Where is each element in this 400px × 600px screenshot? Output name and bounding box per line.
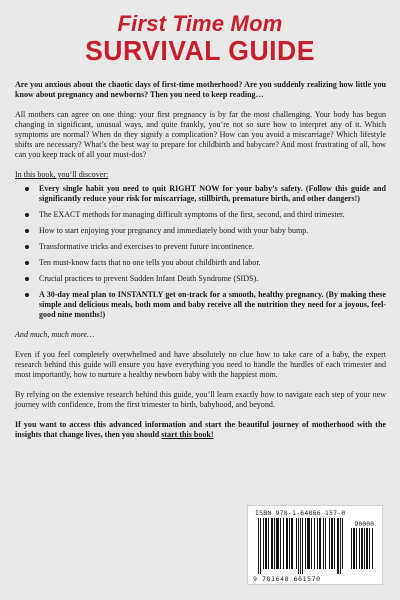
price-code: 90000	[354, 520, 374, 528]
barcode-bar	[361, 528, 363, 569]
barcode-bar	[342, 518, 343, 569]
barcode-bar	[274, 518, 275, 569]
barcode-bar	[268, 518, 269, 569]
barcode-bar	[369, 528, 370, 569]
feature-text: Every single habit you need to quit RIGHT NOW for your baby’s safety. (Follow this guide and significantly reduce your risk for miscarriage, stillbirth, premature birth, and other dangers!)	[39, 184, 386, 203]
barcode-bar	[280, 518, 281, 569]
feature-item	[25, 226, 386, 236]
feature-item	[25, 274, 386, 284]
barcode-bar	[305, 518, 306, 569]
barcode-bar	[337, 518, 339, 574]
barcode-bar	[291, 518, 293, 569]
cta-text: If you want to access this advanced information and start the beautiful journey of motherhood with the insights that change lives, then you should	[15, 420, 386, 439]
barcode-bar	[334, 518, 335, 569]
feature-text: Ten must-know facts that no one tells you about childbirth and labor.	[39, 258, 261, 267]
bullet-icon	[25, 245, 29, 249]
feature-text: A 30-day meal plan to INSTANTLY get on-track for a smooth, healthy pregnancy. (By making these simple and delicious meals, both mom and baby receive all the nutrition they need for a joyous, feel-good nine months!)	[39, 290, 386, 319]
barcode-bar	[353, 528, 355, 569]
barcode-bar	[372, 528, 373, 569]
barcode-bar	[298, 518, 299, 574]
call-to-action	[15, 420, 386, 440]
feature-text: Transformative tricks and exercises to prevent future incontinence.	[39, 242, 255, 251]
barcode-digits: 9 781648 661570	[253, 575, 321, 583]
feature-item	[25, 210, 386, 220]
bullet-icon	[25, 213, 29, 217]
feature-item	[25, 290, 386, 320]
barcode-bar	[260, 518, 261, 574]
barcode-bar	[364, 528, 365, 569]
feature-item	[25, 184, 386, 204]
barcode-bar	[286, 518, 288, 569]
bullet-icon	[25, 277, 29, 281]
feature-text: Crucial practices to prevent Sudden Infant Death Syndrome (SIDS).	[39, 274, 259, 283]
barcode-bar	[325, 518, 326, 569]
barcode-bar	[307, 518, 310, 569]
and-more: And much, much more…	[15, 330, 95, 339]
bullet-icon	[25, 187, 29, 191]
list-lead: In this book, you’ll discover:	[15, 170, 109, 179]
barcode-bar	[314, 518, 315, 569]
feature-text: The EXACT methods for managing difficult symptoms of the first, second, and third trimester.	[39, 210, 345, 219]
barcode-bar	[311, 518, 312, 569]
body-paragraph-3: By relying on the extensive research behind this guide, you’ll learn exactly how to navigate each step of your new journey with confidence, from the first trimester to birth, babyhood, and beyond.	[15, 390, 386, 409]
barcode-bar	[323, 518, 324, 569]
barcode-bar	[329, 518, 330, 569]
barcode-bar	[351, 528, 352, 569]
title-line-2: SURVIVAL GUIDE	[85, 35, 315, 66]
barcode-bar	[319, 518, 321, 569]
feature-item	[25, 258, 386, 268]
barcode-bar	[359, 528, 360, 569]
barcode-bar	[340, 518, 341, 574]
cta-link[interactable]: start this book!	[161, 430, 214, 439]
barcode-bar	[356, 528, 357, 569]
barcode-bar	[331, 518, 333, 569]
barcode-bar	[263, 518, 264, 569]
body-paragraph-1: All mothers can agree on one thing: your first pregnancy is by far the most challenging. Your body has begun changing in significant, unusual ways, and quite frankly, you’re not so sure how to interpret any of it. Which symptoms are normal? When do they signify a complication? How can you avoid a miscarriage? Which lifestyle shifts are necessary? What’s the best way to prepare for childbirth and babycare? And most frustrating of all, how can you keep track of all your must-dos?	[15, 110, 386, 159]
bullet-icon	[25, 261, 29, 265]
barcode-bar	[366, 528, 368, 569]
intro-paragraph: Are you anxious about the chaotic days of first-time motherhood? Are you suddenly realizing how little you know about pregnancy and newborns? Then you need to keep reading…	[15, 80, 386, 99]
barcode-bar	[271, 518, 273, 569]
barcode-bar	[300, 518, 301, 574]
barcode-bar	[302, 518, 303, 574]
blurb	[15, 80, 386, 450]
barcode-bars-icon	[258, 518, 348, 574]
supplemental-barcode-icon	[351, 528, 377, 574]
barcode-bar	[317, 518, 318, 569]
barcode-bar	[283, 518, 284, 569]
bullet-icon	[25, 229, 29, 233]
feature-item	[25, 242, 386, 252]
cover-title	[0, 0, 400, 66]
barcode-bar	[289, 518, 290, 569]
isbn-label: ISBN 978-1-64866-157-0	[255, 509, 346, 517]
barcode-bar	[258, 518, 259, 574]
title-line-1: First Time Mom	[117, 11, 283, 36]
body-paragraph-2: Even if you feel completely overwhelmed and have absolutely no clue how to take care of a baby, the expert research behind this guide will ensure you have everything you need to handle the hurdles of each trimester and most importantly, how to nurture a healthy newborn baby with the happiest mom.	[15, 350, 386, 379]
barcode-bar	[296, 518, 297, 569]
bullet-icon	[25, 293, 29, 297]
barcode-bar	[276, 518, 279, 569]
feature-list	[15, 184, 386, 320]
isbn-barcode	[247, 505, 383, 585]
barcode-bar	[265, 518, 267, 569]
feature-text: How to start enjoying your pregnancy and immediately bond with your baby bump.	[39, 226, 309, 235]
